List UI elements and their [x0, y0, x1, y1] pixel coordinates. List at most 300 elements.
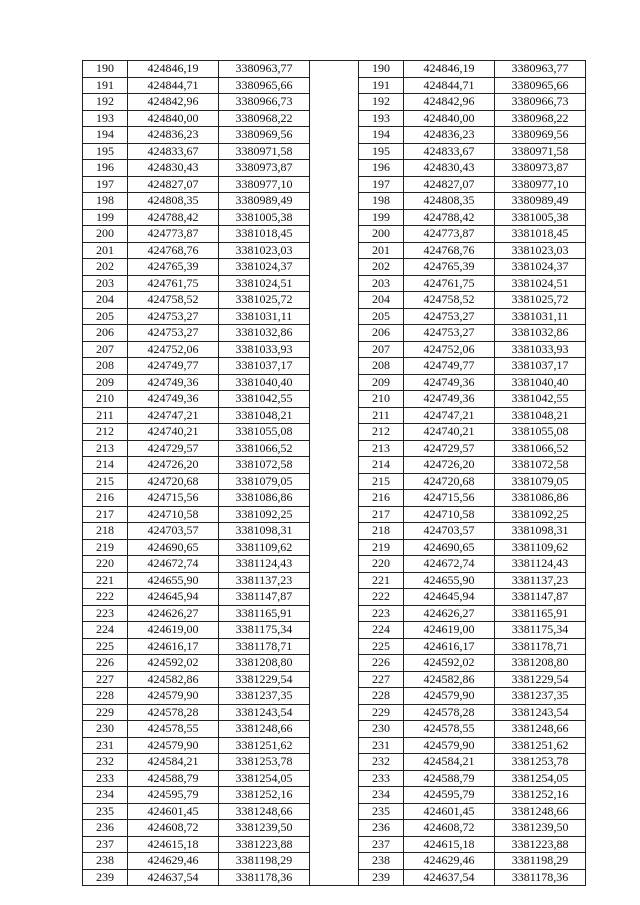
- right-coordinate-x-cell: 424752,06: [404, 341, 495, 358]
- left-coordinate-x-cell: 424761,75: [128, 275, 219, 292]
- column-gap: [310, 94, 359, 111]
- left-point-number-cell: 204: [83, 292, 128, 309]
- right-point-number-cell: 222: [359, 589, 404, 606]
- right-coordinate-x-cell: 424740,21: [404, 424, 495, 441]
- column-gap: [310, 754, 359, 771]
- table-row: [83, 242, 586, 259]
- left-coordinate-y-cell: 3380963,77: [219, 61, 310, 78]
- right-coordinate-y-cell: 3381023,03: [495, 242, 586, 259]
- table-row: [83, 638, 586, 655]
- left-point-number-cell: 196: [83, 160, 128, 177]
- right-coordinate-y-cell: 3381048,21: [495, 407, 586, 424]
- left-coordinate-x-cell: 424833,67: [128, 143, 219, 160]
- left-point-number-cell: 191: [83, 77, 128, 94]
- left-coordinate-y-cell: 3381005,38: [219, 209, 310, 226]
- right-coordinate-y-cell: 3381137,23: [495, 572, 586, 589]
- table-row: [83, 803, 586, 820]
- table-row: [83, 341, 586, 358]
- left-point-number-cell: 223: [83, 605, 128, 622]
- column-gap: [310, 226, 359, 243]
- right-point-number-cell: 216: [359, 490, 404, 507]
- left-coordinate-y-cell: 3380965,66: [219, 77, 310, 94]
- table-row: [83, 737, 586, 754]
- left-coordinate-y-cell: 3380971,58: [219, 143, 310, 160]
- right-point-number-cell: 239: [359, 869, 404, 886]
- column-gap: [310, 275, 359, 292]
- left-coordinate-x-cell: 424752,06: [128, 341, 219, 358]
- left-coordinate-x-cell: 424840,00: [128, 110, 219, 127]
- table-row: [83, 589, 586, 606]
- right-coordinate-x-cell: 424729,57: [404, 440, 495, 457]
- table-row: [83, 308, 586, 325]
- table-row: [83, 226, 586, 243]
- left-coordinate-x-cell: 424672,74: [128, 556, 219, 573]
- left-coordinate-x-cell: 424808,35: [128, 193, 219, 210]
- right-point-number-cell: 203: [359, 275, 404, 292]
- left-coordinate-y-cell: 3381023,03: [219, 242, 310, 259]
- table-row: [83, 440, 586, 457]
- right-coordinate-x-cell: 424615,18: [404, 836, 495, 853]
- left-point-number-cell: 190: [83, 61, 128, 78]
- right-point-number-cell: 195: [359, 143, 404, 160]
- left-coordinate-y-cell: 3381086,86: [219, 490, 310, 507]
- left-coordinate-y-cell: 3381229,54: [219, 671, 310, 688]
- right-coordinate-x-cell: 424645,94: [404, 589, 495, 606]
- right-point-number-cell: 234: [359, 787, 404, 804]
- right-coordinate-x-cell: 424726,20: [404, 457, 495, 474]
- right-coordinate-y-cell: 3381198,29: [495, 853, 586, 870]
- right-coordinate-x-cell: 424753,27: [404, 308, 495, 325]
- left-coordinate-y-cell: 3381033,93: [219, 341, 310, 358]
- right-point-number-cell: 198: [359, 193, 404, 210]
- right-coordinate-y-cell: 3381033,93: [495, 341, 586, 358]
- right-point-number-cell: 190: [359, 61, 404, 78]
- left-point-number-cell: 217: [83, 506, 128, 523]
- left-coordinate-x-cell: 424616,17: [128, 638, 219, 655]
- right-point-number-cell: 214: [359, 457, 404, 474]
- right-coordinate-y-cell: 3381252,16: [495, 787, 586, 804]
- left-coordinate-y-cell: 3381048,21: [219, 407, 310, 424]
- right-coordinate-y-cell: 3381253,78: [495, 754, 586, 771]
- left-point-number-cell: 221: [83, 572, 128, 589]
- right-coordinate-y-cell: 3381239,50: [495, 820, 586, 837]
- table-row: [83, 820, 586, 837]
- left-coordinate-y-cell: 3381024,37: [219, 259, 310, 276]
- right-point-number-cell: 233: [359, 770, 404, 787]
- right-coordinate-x-cell: 424637,54: [404, 869, 495, 886]
- right-coordinate-x-cell: 424749,36: [404, 374, 495, 391]
- right-coordinate-x-cell: 424579,90: [404, 688, 495, 705]
- right-point-number-cell: 193: [359, 110, 404, 127]
- right-point-number-cell: 228: [359, 688, 404, 705]
- left-coordinate-x-cell: 424608,72: [128, 820, 219, 837]
- right-coordinate-y-cell: 3381178,36: [495, 869, 586, 886]
- right-coordinate-y-cell: 3380966,73: [495, 94, 586, 111]
- left-point-number-cell: 239: [83, 869, 128, 886]
- column-gap: [310, 292, 359, 309]
- right-point-number-cell: 231: [359, 737, 404, 754]
- right-coordinate-x-cell: 424808,35: [404, 193, 495, 210]
- right-coordinate-x-cell: 424584,21: [404, 754, 495, 771]
- column-gap: [310, 490, 359, 507]
- column-gap: [310, 391, 359, 408]
- right-point-number-cell: 196: [359, 160, 404, 177]
- table-row: [83, 836, 586, 853]
- table-row: [83, 523, 586, 540]
- right-point-number-cell: 211: [359, 407, 404, 424]
- left-point-number-cell: 212: [83, 424, 128, 441]
- left-point-number-cell: 229: [83, 704, 128, 721]
- left-point-number-cell: 234: [83, 787, 128, 804]
- column-gap: [310, 770, 359, 787]
- left-coordinate-x-cell: 424578,55: [128, 721, 219, 738]
- right-point-number-cell: 224: [359, 622, 404, 639]
- column-gap: [310, 407, 359, 424]
- left-coordinate-y-cell: 3381024,51: [219, 275, 310, 292]
- left-coordinate-y-cell: 3381079,05: [219, 473, 310, 490]
- column-gap: [310, 704, 359, 721]
- left-point-number-cell: 211: [83, 407, 128, 424]
- column-gap: [310, 424, 359, 441]
- column-gap: [310, 589, 359, 606]
- left-coordinate-y-cell: 3381165,91: [219, 605, 310, 622]
- right-coordinate-y-cell: 3381018,45: [495, 226, 586, 243]
- left-coordinate-x-cell: 424645,94: [128, 589, 219, 606]
- right-coordinate-y-cell: 3381243,54: [495, 704, 586, 721]
- left-coordinate-x-cell: 424720,68: [128, 473, 219, 490]
- right-point-number-cell: 194: [359, 127, 404, 144]
- table-row: [83, 193, 586, 210]
- right-point-number-cell: 209: [359, 374, 404, 391]
- right-coordinate-y-cell: 3380968,22: [495, 110, 586, 127]
- right-point-number-cell: 232: [359, 754, 404, 771]
- left-point-number-cell: 233: [83, 770, 128, 787]
- table-row: [83, 143, 586, 160]
- column-gap: [310, 209, 359, 226]
- column-gap: [310, 127, 359, 144]
- left-coordinate-x-cell: 424726,20: [128, 457, 219, 474]
- coordinates-document: [82, 60, 586, 886]
- right-coordinate-x-cell: 424768,76: [404, 242, 495, 259]
- left-point-number-cell: 201: [83, 242, 128, 259]
- left-point-number-cell: 230: [83, 721, 128, 738]
- left-coordinate-y-cell: 3381124,43: [219, 556, 310, 573]
- right-coordinate-y-cell: 3380973,87: [495, 160, 586, 177]
- left-coordinate-x-cell: 424749,36: [128, 374, 219, 391]
- right-coordinate-x-cell: 424761,75: [404, 275, 495, 292]
- left-coordinate-x-cell: 424592,02: [128, 655, 219, 672]
- left-coordinate-y-cell: 3381248,66: [219, 721, 310, 738]
- left-coordinate-x-cell: 424827,07: [128, 176, 219, 193]
- right-coordinate-y-cell: 3381024,51: [495, 275, 586, 292]
- table-row: [83, 506, 586, 523]
- table-row: [83, 275, 586, 292]
- column-gap: [310, 61, 359, 78]
- left-coordinate-y-cell: 3381137,23: [219, 572, 310, 589]
- left-coordinate-x-cell: 424740,21: [128, 424, 219, 441]
- right-point-number-cell: 229: [359, 704, 404, 721]
- table-row: [83, 292, 586, 309]
- table-row: [83, 754, 586, 771]
- right-coordinate-y-cell: 3381086,86: [495, 490, 586, 507]
- right-point-number-cell: 201: [359, 242, 404, 259]
- right-coordinate-x-cell: 424773,87: [404, 226, 495, 243]
- right-coordinate-x-cell: 424608,72: [404, 820, 495, 837]
- left-coordinate-x-cell: 424710,58: [128, 506, 219, 523]
- left-coordinate-y-cell: 3380968,22: [219, 110, 310, 127]
- right-coordinate-y-cell: 3381175,34: [495, 622, 586, 639]
- right-point-number-cell: 230: [359, 721, 404, 738]
- left-point-number-cell: 202: [83, 259, 128, 276]
- left-coordinate-x-cell: 424753,27: [128, 325, 219, 342]
- right-point-number-cell: 204: [359, 292, 404, 309]
- right-coordinate-y-cell: 3381037,17: [495, 358, 586, 375]
- left-coordinate-y-cell: 3381198,29: [219, 853, 310, 870]
- right-coordinate-y-cell: 3381055,08: [495, 424, 586, 441]
- right-coordinate-x-cell: 424655,90: [404, 572, 495, 589]
- right-coordinate-x-cell: 424747,21: [404, 407, 495, 424]
- right-point-number-cell: 236: [359, 820, 404, 837]
- left-coordinate-x-cell: 424582,86: [128, 671, 219, 688]
- table-row: [83, 424, 586, 441]
- right-point-number-cell: 215: [359, 473, 404, 490]
- left-coordinate-y-cell: 3381040,40: [219, 374, 310, 391]
- left-coordinate-y-cell: 3381237,35: [219, 688, 310, 705]
- right-point-number-cell: 212: [359, 424, 404, 441]
- column-gap: [310, 259, 359, 276]
- column-gap: [310, 242, 359, 259]
- right-coordinate-x-cell: 424715,56: [404, 490, 495, 507]
- right-point-number-cell: 199: [359, 209, 404, 226]
- right-coordinate-x-cell: 424710,58: [404, 506, 495, 523]
- column-gap: [310, 308, 359, 325]
- right-point-number-cell: 213: [359, 440, 404, 457]
- right-coordinate-y-cell: 3381025,72: [495, 292, 586, 309]
- column-gap: [310, 440, 359, 457]
- right-coordinate-x-cell: 424619,00: [404, 622, 495, 639]
- column-gap: [310, 605, 359, 622]
- left-coordinate-y-cell: 3381031,11: [219, 308, 310, 325]
- right-coordinate-x-cell: 424592,02: [404, 655, 495, 672]
- right-coordinate-y-cell: 3380963,77: [495, 61, 586, 78]
- left-point-number-cell: 219: [83, 539, 128, 556]
- right-coordinate-y-cell: 3381109,62: [495, 539, 586, 556]
- table-row: [83, 391, 586, 408]
- left-coordinate-x-cell: 424619,00: [128, 622, 219, 639]
- column-gap: [310, 622, 359, 639]
- right-point-number-cell: 208: [359, 358, 404, 375]
- left-coordinate-y-cell: 3381066,52: [219, 440, 310, 457]
- column-gap: [310, 341, 359, 358]
- right-coordinate-y-cell: 3381032,86: [495, 325, 586, 342]
- right-point-number-cell: 237: [359, 836, 404, 853]
- left-point-number-cell: 215: [83, 473, 128, 490]
- table-row: [83, 770, 586, 787]
- table-row: [83, 869, 586, 886]
- column-gap: [310, 143, 359, 160]
- left-coordinate-x-cell: 424703,57: [128, 523, 219, 540]
- table-row: [83, 671, 586, 688]
- right-coordinate-y-cell: 3381223,88: [495, 836, 586, 853]
- right-coordinate-y-cell: 3381208,80: [495, 655, 586, 672]
- left-point-number-cell: 205: [83, 308, 128, 325]
- right-coordinate-x-cell: 424788,42: [404, 209, 495, 226]
- left-point-number-cell: 200: [83, 226, 128, 243]
- right-coordinate-y-cell: 3381079,05: [495, 473, 586, 490]
- coordinates-table: [82, 60, 586, 886]
- column-gap: [310, 110, 359, 127]
- table-row: [83, 61, 586, 78]
- column-gap: [310, 160, 359, 177]
- right-coordinate-y-cell: 3381165,91: [495, 605, 586, 622]
- right-coordinate-y-cell: 3381251,62: [495, 737, 586, 754]
- table-row: [83, 655, 586, 672]
- left-coordinate-x-cell: 424655,90: [128, 572, 219, 589]
- left-coordinate-x-cell: 424584,21: [128, 754, 219, 771]
- right-point-number-cell: 217: [359, 506, 404, 523]
- right-coordinate-x-cell: 424601,45: [404, 803, 495, 820]
- left-point-number-cell: 210: [83, 391, 128, 408]
- left-coordinate-y-cell: 3381055,08: [219, 424, 310, 441]
- left-coordinate-y-cell: 3381178,71: [219, 638, 310, 655]
- right-coordinate-y-cell: 3381092,25: [495, 506, 586, 523]
- left-coordinate-x-cell: 424629,46: [128, 853, 219, 870]
- table-row: [83, 853, 586, 870]
- left-point-number-cell: 213: [83, 440, 128, 457]
- column-gap: [310, 506, 359, 523]
- table-row: [83, 457, 586, 474]
- left-coordinate-x-cell: 424578,28: [128, 704, 219, 721]
- column-gap: [310, 374, 359, 391]
- right-coordinate-x-cell: 424842,96: [404, 94, 495, 111]
- left-coordinate-x-cell: 424758,52: [128, 292, 219, 309]
- column-gap: [310, 787, 359, 804]
- right-coordinate-x-cell: 424578,55: [404, 721, 495, 738]
- table-row: [83, 127, 586, 144]
- right-point-number-cell: 206: [359, 325, 404, 342]
- column-gap: [310, 176, 359, 193]
- left-coordinate-y-cell: 3381175,34: [219, 622, 310, 639]
- right-coordinate-x-cell: 424830,43: [404, 160, 495, 177]
- left-coordinate-y-cell: 3381072,58: [219, 457, 310, 474]
- right-coordinate-x-cell: 424588,79: [404, 770, 495, 787]
- column-gap: [310, 457, 359, 474]
- left-coordinate-x-cell: 424749,36: [128, 391, 219, 408]
- right-coordinate-y-cell: 3381124,43: [495, 556, 586, 573]
- right-coordinate-y-cell: 3381005,38: [495, 209, 586, 226]
- left-coordinate-x-cell: 424768,76: [128, 242, 219, 259]
- left-point-number-cell: 207: [83, 341, 128, 358]
- column-gap: [310, 358, 359, 375]
- right-coordinate-x-cell: 424578,28: [404, 704, 495, 721]
- table-row: [83, 358, 586, 375]
- left-coordinate-y-cell: 3380969,56: [219, 127, 310, 144]
- left-point-number-cell: 193: [83, 110, 128, 127]
- right-point-number-cell: 221: [359, 572, 404, 589]
- left-point-number-cell: 198: [83, 193, 128, 210]
- right-point-number-cell: 202: [359, 259, 404, 276]
- left-coordinate-x-cell: 424626,27: [128, 605, 219, 622]
- column-gap: [310, 836, 359, 853]
- left-coordinate-y-cell: 3380989,49: [219, 193, 310, 210]
- right-point-number-cell: 207: [359, 341, 404, 358]
- left-coordinate-y-cell: 3381239,50: [219, 820, 310, 837]
- column-gap: [310, 737, 359, 754]
- right-point-number-cell: 210: [359, 391, 404, 408]
- column-gap: [310, 473, 359, 490]
- left-point-number-cell: 209: [83, 374, 128, 391]
- left-point-number-cell: 227: [83, 671, 128, 688]
- left-coordinate-y-cell: 3381037,17: [219, 358, 310, 375]
- right-coordinate-y-cell: 3381254,05: [495, 770, 586, 787]
- left-point-number-cell: 224: [83, 622, 128, 639]
- right-coordinate-y-cell: 3381031,11: [495, 308, 586, 325]
- right-coordinate-y-cell: 3381098,31: [495, 523, 586, 540]
- right-coordinate-y-cell: 3380971,58: [495, 143, 586, 160]
- right-point-number-cell: 205: [359, 308, 404, 325]
- left-coordinate-y-cell: 3381223,88: [219, 836, 310, 853]
- left-point-number-cell: 235: [83, 803, 128, 820]
- left-coordinate-x-cell: 424846,19: [128, 61, 219, 78]
- column-gap: [310, 572, 359, 589]
- right-point-number-cell: 219: [359, 539, 404, 556]
- column-gap: [310, 523, 359, 540]
- table-row: [83, 787, 586, 804]
- table-row: [83, 374, 586, 391]
- left-point-number-cell: 206: [83, 325, 128, 342]
- column-gap: [310, 869, 359, 886]
- left-point-number-cell: 232: [83, 754, 128, 771]
- left-point-number-cell: 220: [83, 556, 128, 573]
- left-coordinate-x-cell: 424844,71: [128, 77, 219, 94]
- left-coordinate-y-cell: 3381092,25: [219, 506, 310, 523]
- right-coordinate-x-cell: 424595,79: [404, 787, 495, 804]
- left-coordinate-x-cell: 424579,90: [128, 688, 219, 705]
- right-coordinate-x-cell: 424703,57: [404, 523, 495, 540]
- left-coordinate-y-cell: 3381243,54: [219, 704, 310, 721]
- column-gap: [310, 655, 359, 672]
- right-point-number-cell: 226: [359, 655, 404, 672]
- right-coordinate-x-cell: 424840,00: [404, 110, 495, 127]
- column-gap: [310, 77, 359, 94]
- right-coordinate-x-cell: 424582,86: [404, 671, 495, 688]
- right-coordinate-x-cell: 424836,23: [404, 127, 495, 144]
- left-coordinate-x-cell: 424579,90: [128, 737, 219, 754]
- left-point-number-cell: 194: [83, 127, 128, 144]
- right-point-number-cell: 235: [359, 803, 404, 820]
- right-coordinate-x-cell: 424765,39: [404, 259, 495, 276]
- column-gap: [310, 688, 359, 705]
- column-gap: [310, 853, 359, 870]
- table-row: [83, 539, 586, 556]
- table-row: [83, 605, 586, 622]
- right-coordinate-y-cell: 3381248,66: [495, 721, 586, 738]
- table-row: [83, 473, 586, 490]
- right-coordinate-x-cell: 424749,77: [404, 358, 495, 375]
- right-coordinate-x-cell: 424844,71: [404, 77, 495, 94]
- left-coordinate-x-cell: 424773,87: [128, 226, 219, 243]
- right-coordinate-y-cell: 3381072,58: [495, 457, 586, 474]
- right-coordinate-y-cell: 3381066,52: [495, 440, 586, 457]
- right-coordinate-y-cell: 3381248,66: [495, 803, 586, 820]
- table-row: [83, 688, 586, 705]
- left-point-number-cell: 228: [83, 688, 128, 705]
- table-row: [83, 721, 586, 738]
- table-row: [83, 259, 586, 276]
- left-coordinate-x-cell: 424765,39: [128, 259, 219, 276]
- column-gap: [310, 638, 359, 655]
- right-coordinate-x-cell: 424672,74: [404, 556, 495, 573]
